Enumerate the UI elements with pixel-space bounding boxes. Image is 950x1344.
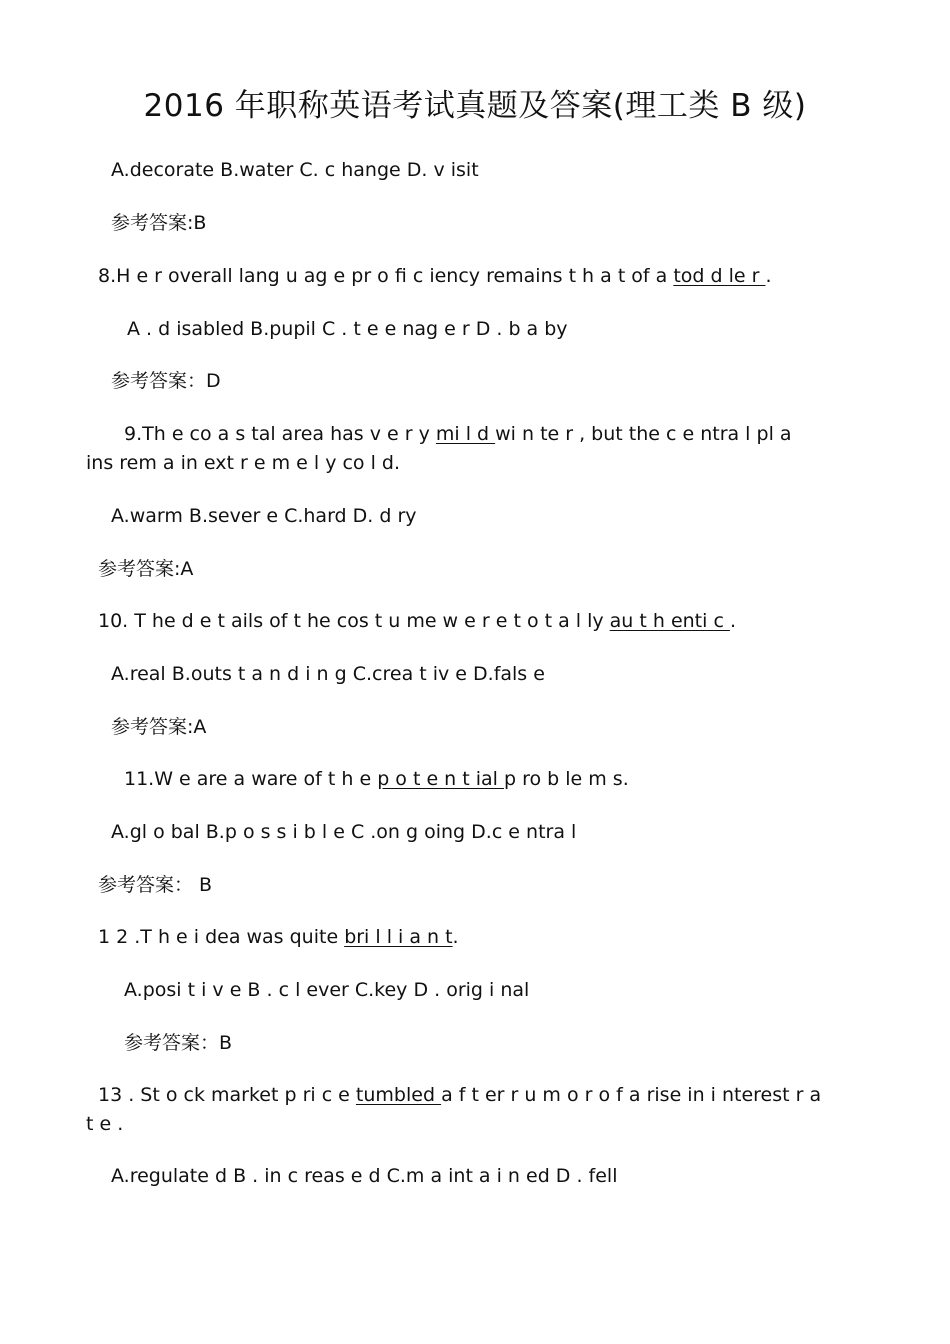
question-text-end: wi n te r , but the c e ntra l pl a (495, 423, 792, 445)
target-word: au t h enti c (609, 610, 730, 632)
question-text: 9.Th e co a s tal area has v e r y (124, 423, 436, 445)
question-text-end: p ro b le m s. (503, 768, 629, 790)
question-text-end: . (729, 610, 736, 632)
question-9-continued: ins rem a in ext r e m e l y co l d. (86, 452, 401, 474)
question-text-end: a f t er r u m o r o f a rise in i nterest r a (441, 1084, 822, 1106)
options-q12: A.posi t i v e B . c l ever C.key D . orig i nal (124, 979, 530, 1001)
question-13-continued: t e . (86, 1113, 124, 1135)
answer-q7: 参考答案:B (111, 212, 207, 234)
options-q10: A.real B.outs t a n d i n g C.crea t iv e D.fals e (111, 663, 545, 685)
options-q8: A . d isabled B.pupil C . t e e nag e r D . b a by (127, 318, 568, 340)
question-text: 8.H e r overall lang u ag e pr o fi c iency remains t h a t of a (98, 265, 674, 287)
target-word: p o t e n t ial (377, 768, 504, 790)
question-12 (98, 923, 459, 951)
target-word: tod d le r (673, 265, 766, 287)
answer-q9: 参考答案:A (98, 558, 194, 580)
question-11 (124, 765, 629, 793)
question-text: 13 . St o ck market p ri c e (98, 1084, 356, 1106)
options-q13: A.regulate d B . in c reas e d C.m a int a i n ed D . fell (111, 1165, 618, 1187)
question-8 (98, 262, 772, 290)
options-q9: A.warm B.sever e C.hard D. d ry (111, 505, 417, 527)
question-text: 1 2 .T h e i dea was quite (98, 926, 345, 948)
options-q7: A.decorate B.water C. c hange D. v isit (111, 159, 479, 181)
question-10 (98, 607, 736, 635)
target-word: bri l l i a n t (344, 926, 453, 948)
answer-q11: 参考答案： B (98, 874, 213, 896)
options-q11: A.gl o bal B.p o s s i b l e C .on g oing D.c e ntra l (111, 821, 577, 843)
page-title: 2016 年职称英语考试真题及答案(理工类 B 级) (143, 88, 807, 124)
answer-q8: 参考答案：D (111, 370, 221, 392)
answer-q10: 参考答案:A (111, 716, 207, 738)
question-text: 10. T he d e t ails of t he cos t u me w e r e t o t a l ly (98, 610, 610, 632)
question-9 (124, 420, 792, 448)
answer-q12: 参考答案：B (124, 1032, 233, 1054)
target-word: tumbled (355, 1084, 442, 1106)
question-13 (98, 1081, 821, 1109)
target-word: mi l d (435, 423, 496, 445)
question-text-end: . (765, 265, 772, 287)
question-text: 11.W e are a ware of t h e (124, 768, 378, 790)
question-text-end: . (452, 926, 459, 948)
